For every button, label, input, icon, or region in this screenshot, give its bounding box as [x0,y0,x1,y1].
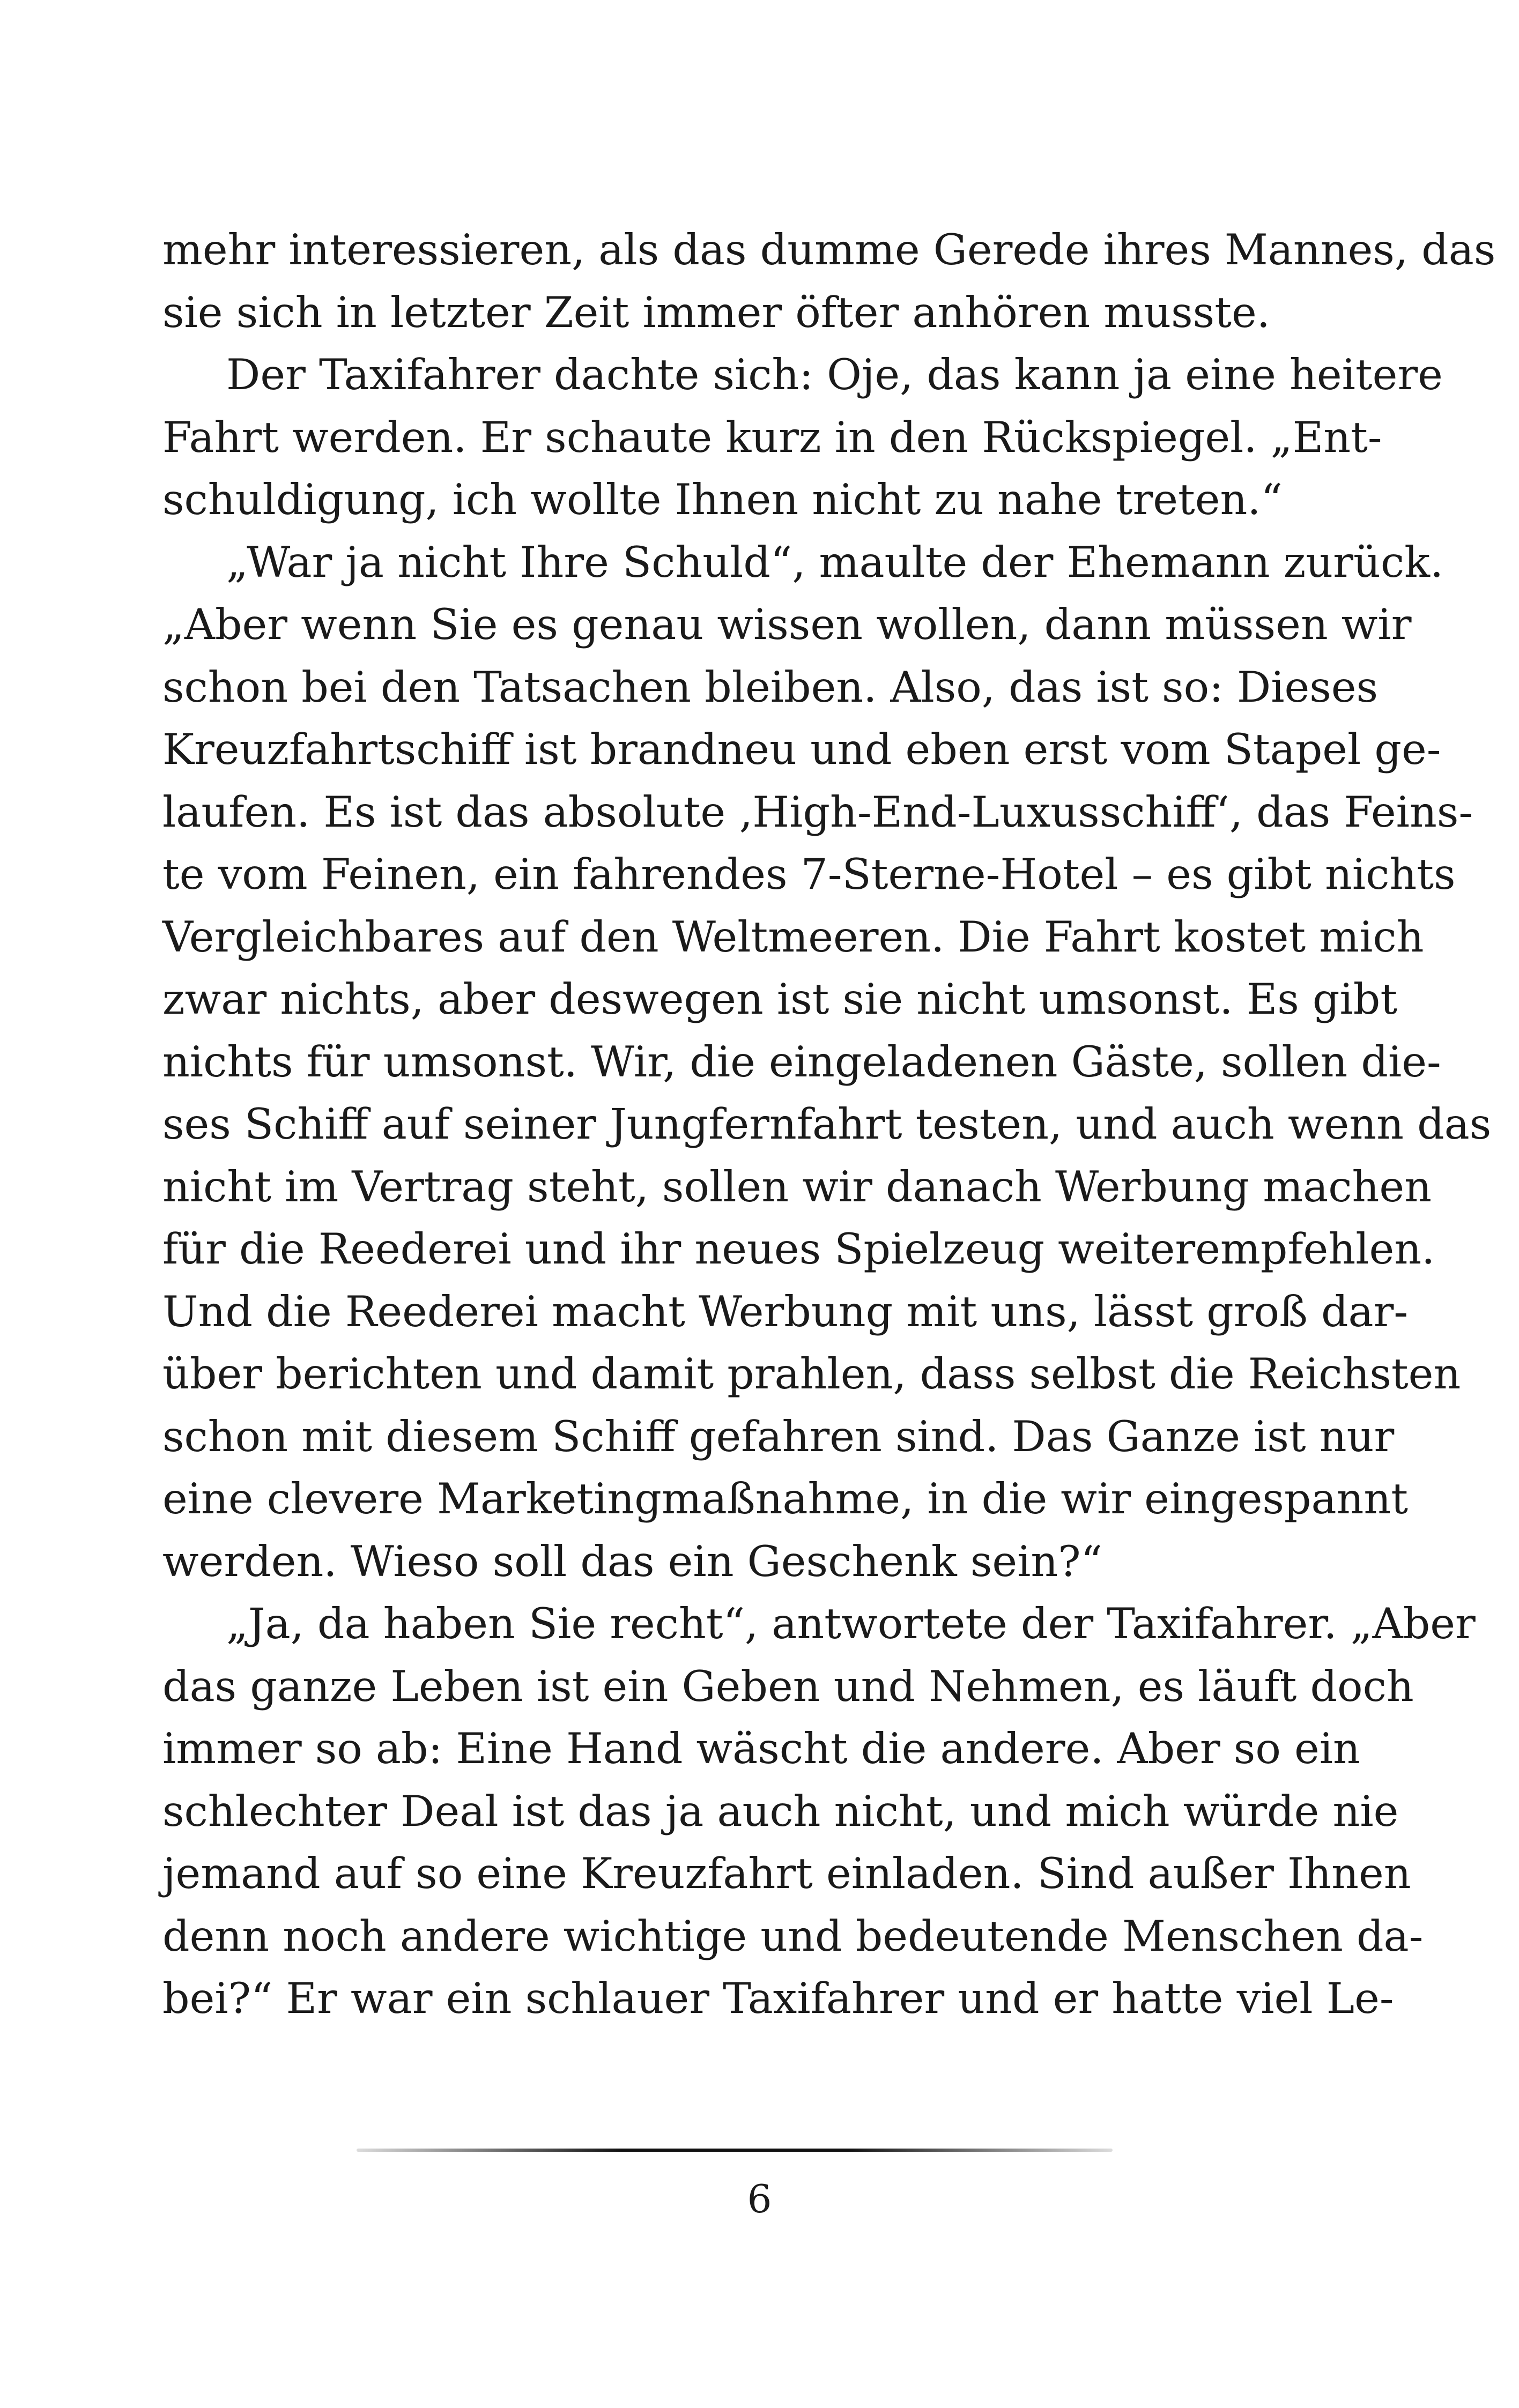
text-line: schlechter Deal ist das ja auch nicht, und mich würde nie [162,1786,1399,1836]
text-line: „War ja nicht Ihre Schuld“, maulte der Ehemann zurück. [226,537,1444,587]
text-line: für die Reederei und ihr neues Spielzeug weiterempfehlen. [162,1224,1435,1274]
page-number: 6 [747,2176,772,2221]
text-line: jemand auf so eine Kreuzfahrt einladen. Sind außer Ihnen [162,1849,1411,1898]
text-line: „Ja, da haben Sie recht“, antwortete der Taxifahrer. „Aber [226,1599,1476,1648]
body-text [162,219,1496,2030]
text-line: Fahrt werden. Er schaute kurz in den Rückspiegel. „Ent- [162,412,1382,462]
text-line: „Aber wenn Sie es genau wissen wollen, dann müssen wir [162,600,1412,649]
text-line: Kreuzfahrtschiff ist brandneu und eben erst vom Stapel ge- [162,725,1441,774]
text-line: Der Taxifahrer dachte sich: Oje, das kann ja eine heitere [226,350,1443,399]
text-line: eine clevere Marketingmaßnahme, in die wir eingespannt [162,1474,1409,1523]
text-line: sie sich in letzter Zeit immer öfter anhören musste. [162,287,1270,337]
text-line: bei?“ Er war ein schlauer Taxifahrer und er hatte viel Le- [162,1974,1394,2023]
text-line: immer so ab: Eine Hand wäscht die andere. Aber so ein [162,1724,1360,1773]
text-line: nicht im Vertrag steht, sollen wir danach Werbung machen [162,1162,1432,1212]
text-line: das ganze Leben ist ein Geben und Nehmen, es läuft doch [162,1661,1414,1711]
text-line: Vergleichbares auf den Weltmeeren. Die Fahrt kostet mich [162,912,1424,962]
text-line: denn noch andere wichtige und bedeutende Menschen da- [162,1911,1424,1961]
text-line: über berichten und damit prahlen, dass selbst die Reichsten [162,1349,1461,1399]
text-line: schon bei den Tatsachen bleiben. Also, das ist so: Dieses [162,662,1379,712]
text-line: schuldigung, ich wollte Ihnen nicht zu nahe treten.“ [162,475,1283,524]
text-line: schon mit diesem Schiff gefahren sind. Das Ganze ist nur [162,1411,1395,1461]
footer-rule [357,2149,1113,2152]
text-line: mehr interessieren, als das dumme Gerede ihres Mannes, das [162,225,1496,274]
text-line: te vom Feinen, ein fahrendes 7-Sterne-Hotel – es gibt nichts [162,850,1456,899]
text-line: ses Schiff auf seiner Jungfernfahrt testen, und auch wenn das [162,1099,1492,1149]
text-line: laufen. Es ist das absolute ‚High-End-Luxusschiff‘, das Feins- [162,787,1473,837]
text-line: zwar nichts, aber deswegen ist sie nicht umsonst. Es gibt [162,975,1398,1024]
text-line: werden. Wieso soll das ein Geschenk sein?“ [162,1536,1103,1586]
text-line: Und die Reederei macht Werbung mit uns, lässt groß dar- [162,1287,1409,1336]
text-line: nichts für umsonst. Wir, die eingeladenen Gäste, sollen die- [162,1037,1441,1087]
